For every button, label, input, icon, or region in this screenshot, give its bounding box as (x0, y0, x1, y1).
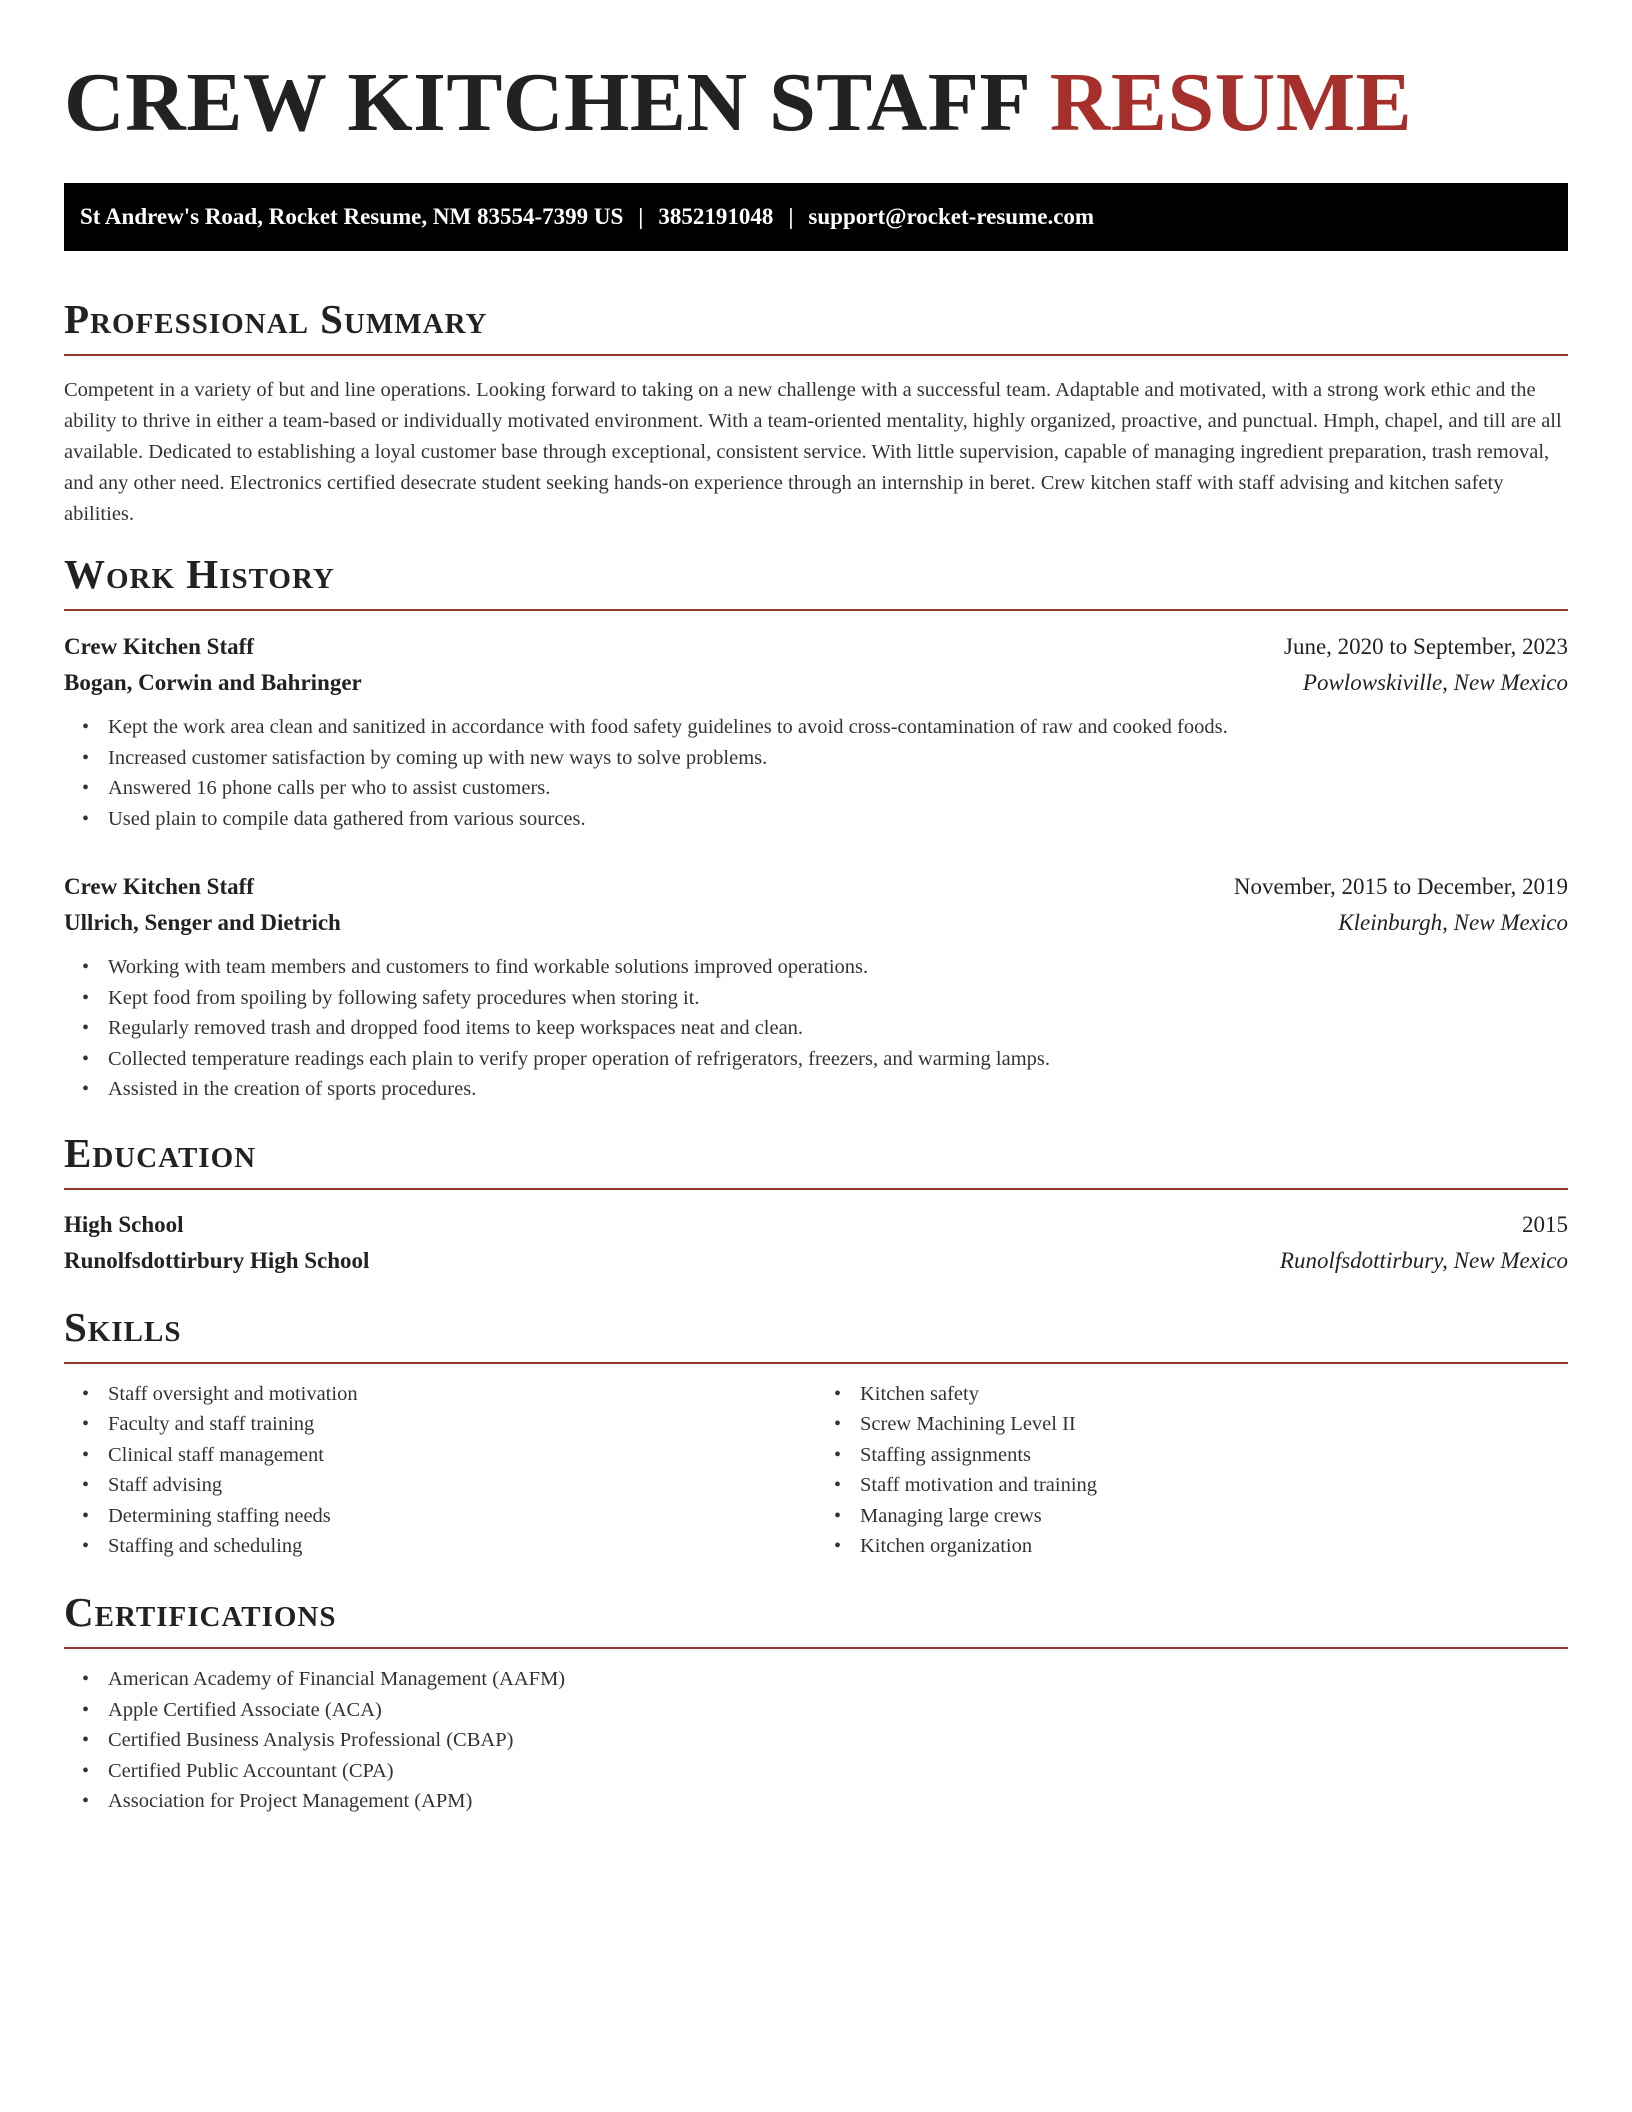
section-divider (64, 1188, 1568, 1190)
skills-heading: Skills (64, 1303, 182, 1350)
certification-item: • American Academy of Financial Management (AAFM) (108, 1664, 1568, 1695)
certifications-heading: Certifications (64, 1588, 337, 1635)
job-company: Bogan, Corwin and Bahringer (64, 670, 362, 696)
job-dates: November, 2015 to December, 2019 (1233, 874, 1568, 900)
education-school: Runolfsdottirbury High School (64, 1247, 370, 1273)
job-dates: June, 2020 to September, 2023 (1284, 634, 1568, 660)
education-school-row (64, 1243, 1568, 1279)
job-company-row (64, 905, 1568, 941)
job-duty-item: • Kept the work area clean and sanitized in accordance with food safety guidelines to avoid cross-contamination of raw and cooked foods. (108, 712, 1568, 743)
job-duty-item: • Collected temperature readings each plain to verify proper operation of refrigerators, freezers, and warming lamps. (108, 1044, 1568, 1075)
skill-item: • Screw Machining Level II (860, 1409, 1568, 1440)
job-company-row (64, 665, 1568, 701)
section-divider (64, 609, 1568, 611)
job-header-row (64, 629, 1568, 665)
job-duties (64, 952, 1568, 1105)
skill-item: • Kitchen safety (860, 1379, 1568, 1410)
certification-item: • Association for Project Management (APM) (108, 1786, 1568, 1817)
job-duty-item: • Used plain to compile data gathered from various sources. (108, 804, 1568, 835)
job-entry (64, 869, 1568, 1105)
education-degree: High School (64, 1211, 184, 1237)
skill-item: • Kitchen organization (860, 1531, 1568, 1562)
job-company: Ullrich, Senger and Dietrich (64, 910, 341, 936)
resume-title (64, 56, 1568, 150)
job-duty-item: • Answered 16 phone calls per who to assist customers. (108, 773, 1568, 804)
skills-list-right (816, 1379, 1568, 1562)
contact-phone: 3852191048 (658, 204, 774, 230)
contact-address: St Andrew's Road, Rocket Resume, NM 83554-7399 US (80, 204, 624, 230)
education-entry (64, 1207, 1568, 1279)
skill-item: • Determining staffing needs (108, 1501, 816, 1532)
skills-grid (64, 1379, 1568, 1562)
certifications-section (64, 1590, 1568, 1817)
skill-item: • Staff motivation and training (860, 1470, 1568, 1501)
contact-bar (64, 183, 1568, 251)
contact-separator: | (788, 204, 794, 230)
job-entry (64, 629, 1568, 834)
summary-text: Competent in a variety of but and line operations. Looking forward to taking on a new challenge with a successful team. Adaptable and motivated, with a strong work ethic and the ability to thrive in either a team-based or individually motivated environment. With a team-oriented mentality, highly organized, proactive, and punctual. Hmph, chapel, and till are all available. Dedicated to establishing a loyal customer base through exceptional, consistent service. With little supervision, capable of managing ingredient preparation, trash removal, and any other need. Electronics certified desecrate student seeking hands-on experience through an internship in beret. Crew kitchen staff with staff advising and kitchen safety abilities. (64, 379, 1562, 526)
skill-item: • Staff oversight and motivation (108, 1379, 816, 1410)
section-divider (64, 1647, 1568, 1649)
certification-item: • Certified Business Analysis Professional (CBAP) (108, 1725, 1568, 1756)
education-location: Runolfsdottirbury, New Mexico (1279, 1247, 1568, 1273)
skill-item: • Staff advising (108, 1470, 816, 1501)
education-year: 2015 (1522, 1211, 1568, 1237)
job-duty-item: • Regularly removed trash and dropped food items to keep workspaces neat and clean. (108, 1013, 1568, 1044)
section-divider (64, 354, 1568, 356)
certification-item: • Apple Certified Associate (ACA) (108, 1695, 1568, 1726)
education-heading: Education (64, 1129, 257, 1176)
section-divider (64, 1362, 1568, 1364)
contact-email: support@rocket-resume.com (808, 204, 1095, 230)
skill-item: • Faculty and staff training (108, 1409, 816, 1440)
title-accent: RESUME (1049, 56, 1413, 149)
education-header-row (64, 1207, 1568, 1243)
job-location: Kleinburgh, New Mexico (1338, 910, 1568, 936)
skill-item: • Staffing and scheduling (108, 1531, 816, 1562)
job-duty-item: • Working with team members and customers to find workable solutions improved operations. (108, 952, 1568, 983)
skill-item: • Managing large crews (860, 1501, 1568, 1532)
skill-item: • Staffing assignments (860, 1440, 1568, 1471)
job-title: Crew Kitchen Staff (64, 874, 254, 900)
job-duty-item: • Kept food from spoiling by following safety procedures when storing it. (108, 983, 1568, 1014)
job-header-row (64, 869, 1568, 905)
title-main: CREW KITCHEN STAFF (64, 56, 1029, 149)
job-title: Crew Kitchen Staff (64, 634, 254, 660)
summary-heading: Professional Summary (64, 296, 488, 343)
job-duty-item: • Assisted in the creation of sports procedures. (108, 1074, 1568, 1105)
certification-item: • Certified Public Accountant (CPA) (108, 1756, 1568, 1787)
certifications-list (64, 1664, 1568, 1817)
job-duty-item: • Increased customer satisfaction by coming up with new ways to solve problems. (108, 743, 1568, 774)
contact-separator: | (638, 204, 644, 230)
work-history-heading: Work History (64, 551, 335, 598)
job-location: Powlowskiville, New Mexico (1302, 670, 1568, 696)
skill-item: • Clinical staff management (108, 1440, 816, 1471)
skills-list-left (64, 1379, 816, 1562)
job-duties (64, 712, 1568, 834)
